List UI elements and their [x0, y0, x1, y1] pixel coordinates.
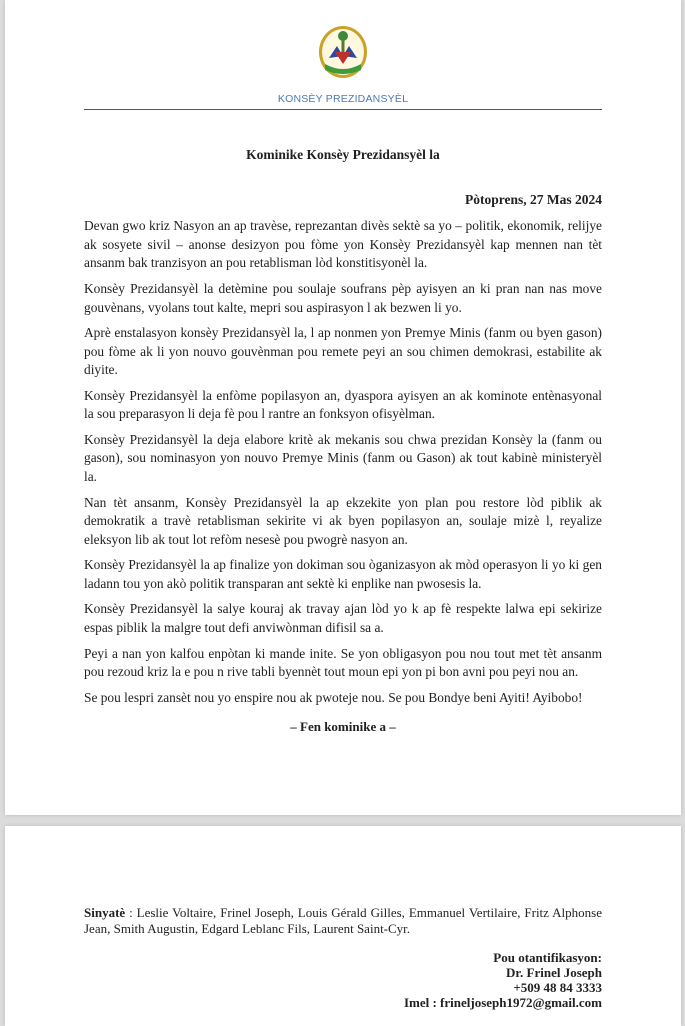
closing-line: – Fen kominike a –: [290, 719, 396, 735]
paragraph: Konsèy Prezidansyèl la deja elabore kritè ak mekanis sou chwa prezidan Konsèy la (fanm ou gason), sou nominasyon yon nouvo Premye Minis (fanm ou Gason) ak tout kabinè ministeryèl la.: [84, 431, 602, 485]
paragraph: Konsèy Prezidansyèl la ap finalize yon dokiman sou òganizasyon ak mòd operasyon li yo ki gen ladann tou yon akò politik transparan ant sektè ki enplike nan pwosesis la.: [84, 557, 602, 592]
paragraph: Se pou lespri zansèt nou yo enspire nou ak pwoteje nou. Se pou Bondye beni Ayiti! Ayibobo!: [84, 689, 583, 705]
document-title: Kominike Konsèy Prezidansyèl la: [246, 147, 440, 162]
date-line: Pòtoprens, 27 Mas 2024: [465, 192, 602, 207]
paragraph: Aprè enstalasyon konsèy Prezidansyèl la, l ap nonmen yon Premye Minis (fanm ou byen gason) pou fòme ak li yon nouvo gouvènman pou remete peyi an sou chimen demokrasi, estabilite ak diyite.: [84, 324, 602, 378]
signatories: [84, 905, 602, 937]
authentication-phone: +509 48 84 3333: [513, 980, 602, 995]
coat-of-arms-logo: [317, 24, 369, 80]
signatories-label: Sinyatè: [84, 905, 126, 920]
authentication-label: Pou otantifikasyon:: [493, 950, 602, 965]
document-page-2: [5, 826, 681, 1026]
paragraph: Konsèy Prezidansyèl la salye kouraj ak travay ajan lòd yo k ap fè respekte lalwa epi sekirize espas piblik la malgre tout defi anviwònman difisil sa a.: [84, 601, 602, 636]
paragraph: Devan gwo kriz Nasyon an ap travèse, reprezantan divès sektè sa yo – politik, ekonomik, relijye ak sosyete sivil – anonse desizyon pou fòme yon Konsèy Prezidansyèl kap mennen nan tèt ansanm bak tranzisyon an pou retablisman lòd konstitisyonèl la.: [84, 218, 602, 271]
paragraph: Konsèy Prezidansyèl la detèmine pou soulaje soufrans pèp ayisyen an ki pran nan nas move gouvènans, vyolans tout kalte, mepri sou aspirasyon l ak bezwen li yo.: [84, 280, 602, 315]
document-page-1: [5, 0, 681, 815]
authentication-name: Dr. Frinel Joseph: [506, 965, 602, 980]
signatories-names: : Leslie Voltaire, Frinel Joseph, Louis Gérald Gilles, Emmanuel Vertilaire, Fritz Alphonse Jean, Smith Augustin, Edgard Leblanc Fils, Laurent Saint-Cyr.: [84, 905, 602, 936]
paragraph: Nan tèt ansanm, Konsèy Prezidansyèl la ap ekzekite yon plan pou restore lòd piblik ak demokratik a travè retablisman sekirite vi ak byen popilasyon an, soulaje mizè l, reyalize eleksyon lib ak tout lot refòm nesesè pou pwogrè nasyon an.: [84, 494, 602, 547]
authentication-block: [84, 950, 602, 1010]
paragraph: Peyi a nan yon kalfou enpòtan ki mande inite. Se yon obligasyon pou nou tout met tèt ansanm pou rezoud kriz la e pou n rive tabli byennèt tout moun epi yon pi bon avni pou peyi nou an.: [84, 645, 602, 680]
document-body: [84, 217, 602, 707]
header-divider: [84, 109, 602, 110]
organization-header: KONSÈY PREZIDANSYÈL: [277, 93, 409, 105]
authentication-email: Imel : frineljoseph1972@gmail.com: [403, 995, 602, 1010]
paragraph: Konsèy Prezidansyèl la enfòme popilasyon an, dyaspora ayisyen an ak kominote entènasyonal la sou preparasyon li deja fè pou l rantre an fonksyon ofisyèlman.: [84, 387, 602, 422]
